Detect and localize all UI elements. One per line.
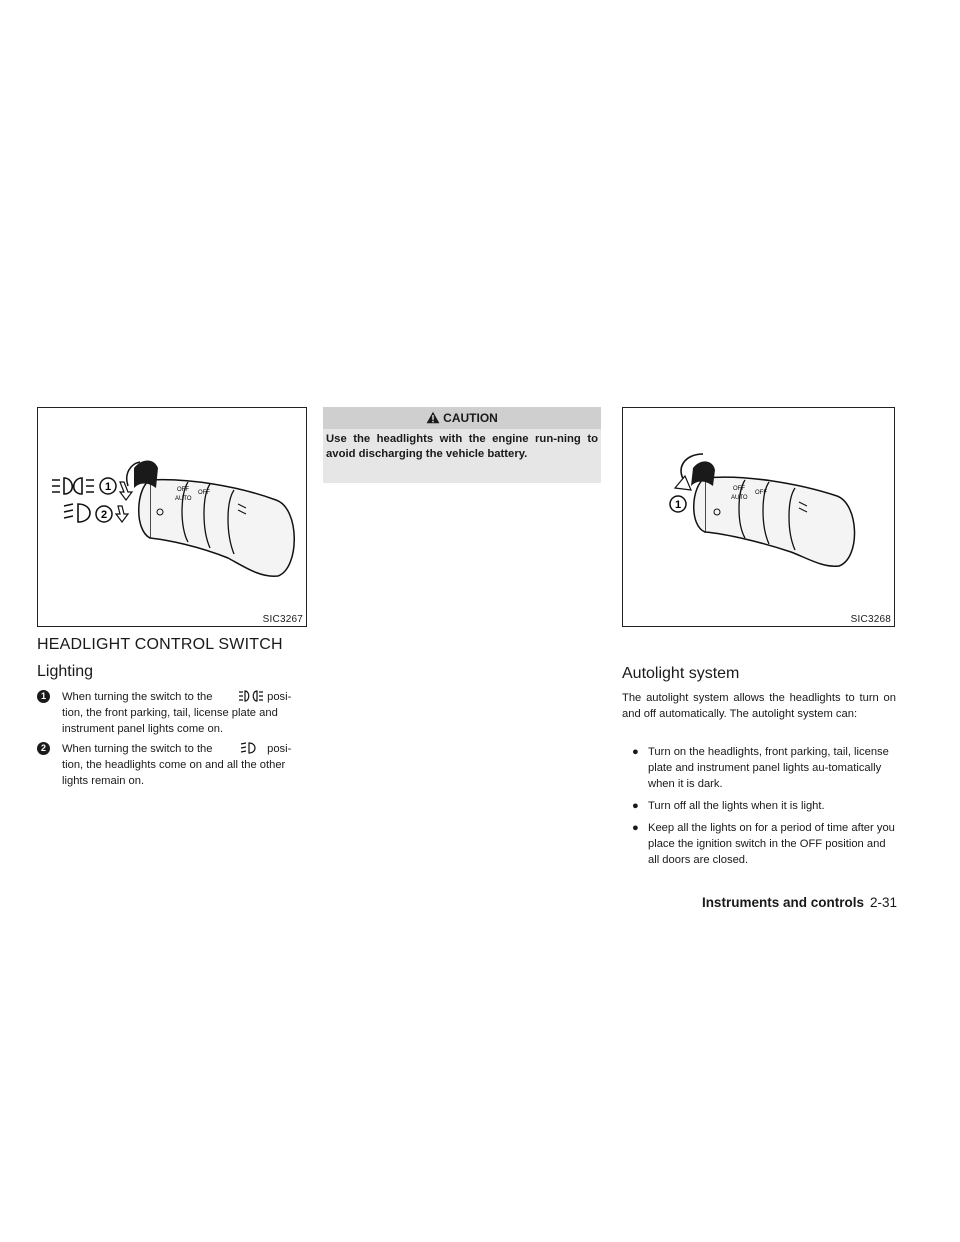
step-text-rest: tion, the headlights come on and all the other lights remain on. <box>62 759 286 787</box>
callout-2 <box>96 506 128 522</box>
autolight-intro: The autolight system allows the headlights to turn on and off automatically. The autolight system can: <box>622 692 896 720</box>
stalk-label: OFF <box>177 487 189 493</box>
figure-headlight-switch <box>37 407 307 627</box>
page-footer <box>702 895 897 910</box>
step-text-start: When turning the switch to the <box>62 691 213 703</box>
list-item-text: Keep all the lights on for a period of time after you place the ignition switch in the OFF position and all doors are closed. <box>648 822 895 866</box>
headlight-icon <box>238 742 264 754</box>
headlight-icon <box>64 504 90 522</box>
parking-light-icon <box>52 478 94 494</box>
lighting-heading: Lighting <box>37 663 94 680</box>
bullet-dot: ● <box>632 822 639 834</box>
stalk-label: OFF <box>733 486 745 492</box>
headlight-stalk-illustration <box>38 408 306 626</box>
list-item <box>622 744 896 792</box>
section-title: HEADLIGHT CONTROL SWITCH <box>37 636 283 653</box>
stalk-label: OFF <box>755 490 767 496</box>
stalk-label: AUTO <box>175 496 192 502</box>
list-item-text: Turn on the headlights, front parking, tail, license plate and instrument panel lights au-tomatically when it is dark. <box>648 746 889 790</box>
caution-box <box>323 407 601 483</box>
step-text-mid: posi- <box>267 743 292 755</box>
footer-section: Instruments and controls <box>701 895 864 910</box>
list-item-text: Turn off all the lights when it is light. <box>648 800 825 812</box>
autolight-list <box>622 744 896 874</box>
list-item <box>622 798 896 814</box>
step-number: 1 <box>37 690 50 703</box>
svg-text:2: 2 <box>100 509 108 521</box>
caution-text: Use the headlights with the engine run-ning to avoid discharging the vehicle battery. <box>326 433 598 460</box>
stalk-label: OFF <box>198 490 210 496</box>
svg-text:1: 1 <box>674 499 682 511</box>
autolight-stalk-illustration <box>623 408 894 626</box>
stalk-label: AUTO <box>731 495 748 501</box>
warning-triangle-icon <box>426 411 440 424</box>
step-number: 2 <box>37 742 50 755</box>
figure-code: SIC3267 <box>262 614 303 625</box>
bullet-dot: ● <box>632 800 639 812</box>
svg-text:1: 1 <box>104 481 112 493</box>
parking-light-icon <box>238 690 264 702</box>
lighting-item <box>37 689 309 737</box>
autolight-heading: Autolight system <box>622 665 740 682</box>
callout-1 <box>670 496 686 512</box>
caution-header <box>323 407 601 429</box>
step-text-rest: tion, the front parking, tail, license plate and instrument panel lights come on. <box>62 707 278 735</box>
figure-autolight-switch <box>622 407 895 627</box>
step-text-start: When turning the switch to the <box>62 743 213 755</box>
lighting-item <box>37 741 309 789</box>
figure-code: SIC3268 <box>850 614 891 625</box>
page-number: 2-31 <box>869 895 897 910</box>
caution-title: CAUTION <box>443 411 498 425</box>
step-text-mid: posi- <box>267 691 292 703</box>
bullet-dot: ● <box>632 746 639 758</box>
list-item <box>622 820 896 868</box>
